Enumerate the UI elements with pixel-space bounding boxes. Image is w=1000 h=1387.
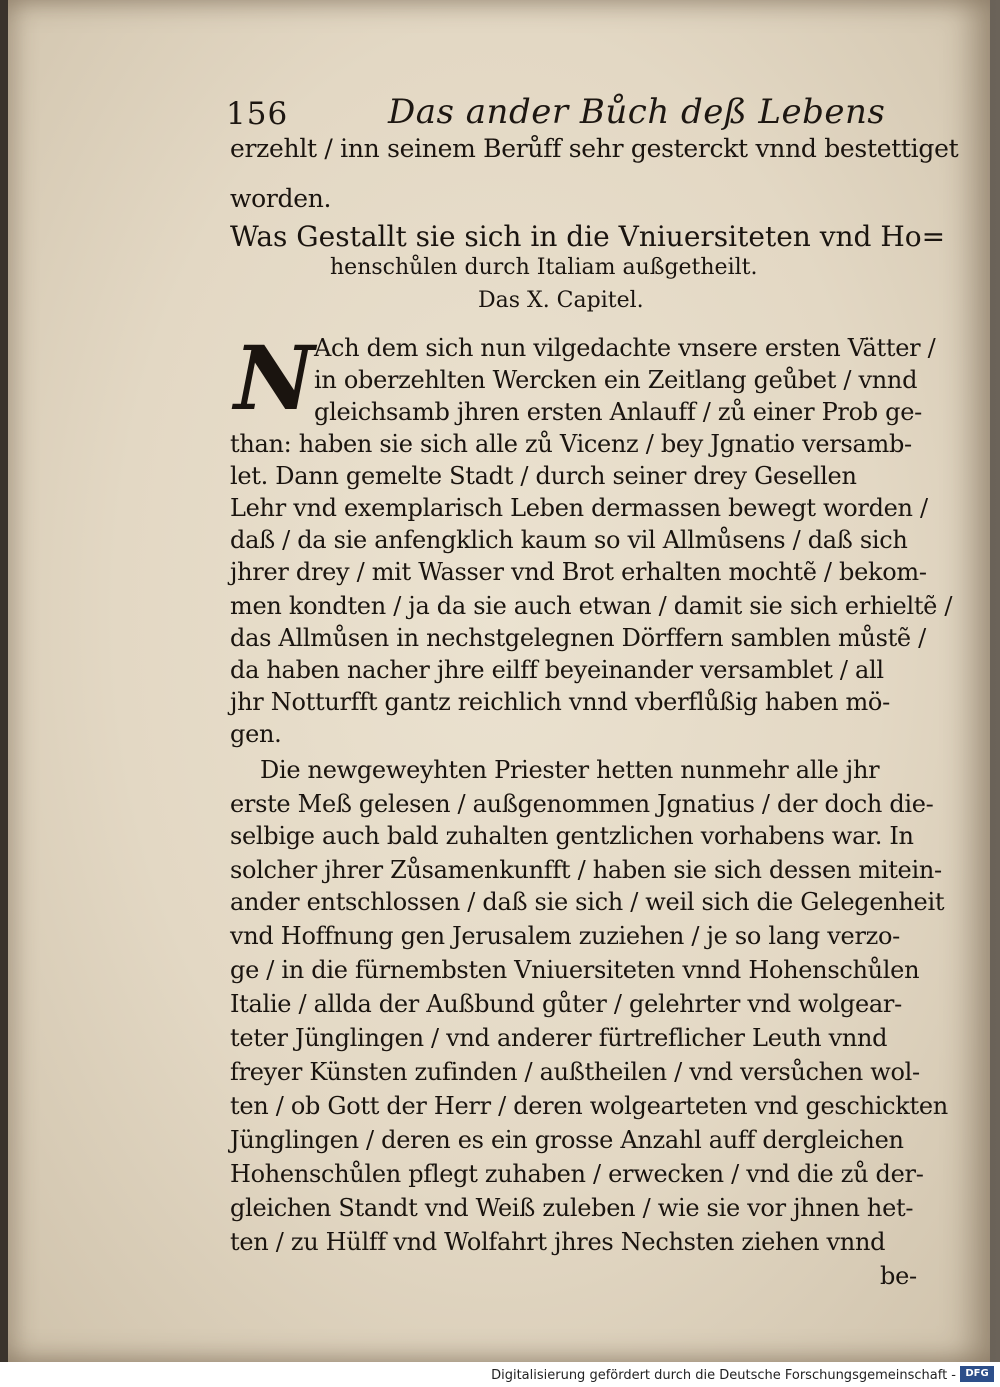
- paragraph-line: than: haben sie sich alle zů Vicenz / bey Jgnatio versamb-: [230, 430, 912, 458]
- paragraph-line: teter Jünglingen / vnd anderer fürtreflicher Leuth vnnd: [230, 1024, 888, 1052]
- intro-line: erzehlt / inn seinem Berůff sehr gesterckt vnnd bestettiget: [230, 134, 959, 163]
- paragraph-line: Jünglingen / deren es ein grosse Anzahl auff dergleichen: [230, 1126, 904, 1154]
- chapter-title: henschůlen durch Italiam außgetheilt.: [330, 255, 758, 280]
- paragraph-line: Ach dem sich nun vilgedachte vnsere ersten Vätter /: [314, 334, 936, 362]
- page-number: 156: [226, 96, 289, 132]
- chapter-title: Was Gestallt sie sich in die Vniuersiteten vnd Ho=: [230, 220, 946, 253]
- paragraph-line: gleichen Standt vnd Weiß zuleben / wie sie vor jhnen het-: [230, 1194, 914, 1222]
- paragraph-line: gleichsamb jhren ersten Anlauff / zů einer Prob ge-: [314, 398, 922, 426]
- book-page: [8, 0, 990, 1362]
- footer-bar: [0, 1362, 1000, 1387]
- drop-cap: N: [234, 326, 315, 430]
- paragraph-line: Die newgeweyhten Priester hetten nunmehr alle jhr: [260, 756, 880, 784]
- paragraph-line: jhrer drey / mit Wasser vnd Brot erhalten mochtẽ / bekom-: [230, 558, 927, 586]
- paragraph-line: ten / zu Hülff vnd Wolfahrt jhres Nechsten ziehen vnnd: [230, 1228, 886, 1256]
- dfg-logo: DFG: [960, 1366, 994, 1382]
- paragraph-line: da haben nacher jhre eilff beyeinander versamblet / all: [230, 656, 884, 684]
- funding-credit: Digitalisierung gefördert durch die Deutsche Forschungsgemeinschaft -: [491, 1368, 956, 1383]
- running-title: Das ander Bůch deß Lebens: [388, 92, 886, 132]
- paragraph-line: daß / da sie anfengklich kaum so vil Allmůsens / daß sich: [230, 526, 908, 554]
- paragraph-line: let. Dann gemelte Stadt / durch seiner drey Gesellen: [230, 462, 857, 490]
- paragraph-line: ten / ob Gott der Herr / deren wolgearteten vnd geschickten: [230, 1092, 948, 1120]
- paragraph-line: selbige auch bald zuhalten gentzlichen vorhabens war. In: [230, 822, 914, 850]
- paragraph-line: vnd Hoffnung gen Jerusalem zuziehen / je so lang verzo-: [230, 922, 900, 950]
- paragraph-line: das Allmůsen in nechstgelegnen Dörffern samblen můstẽ /: [230, 624, 926, 652]
- paragraph-line: Hohenschůlen pflegt zuhaben / erwecken / vnd die zů der-: [230, 1160, 924, 1188]
- paragraph-line: ander entschlossen / daß sie sich / weil sich die Gelegenheit: [230, 888, 945, 916]
- intro-line: worden.: [230, 184, 332, 213]
- catchword: be-: [880, 1262, 917, 1290]
- paragraph-line: solcher jhrer Zůsamenkunfft / haben sie sich dessen mitein-: [230, 856, 942, 884]
- paragraph-line: jhr Notturfft gantz reichlich vnnd vberflůßig haben mö-: [230, 688, 890, 716]
- paragraph-line: Italie / allda der Außbund gůter / gelehrter vnd wolgear-: [230, 990, 902, 1018]
- paragraph-line: ge / in die fürnembsten Vniuersiteten vnnd Hohenschůlen: [230, 956, 920, 984]
- paragraph-line: freyer Künsten zufinden / außtheilen / vnd versůchen wol-: [230, 1058, 920, 1086]
- chapter-label: Das X. Capitel.: [478, 288, 644, 313]
- paragraph-line: gen.: [230, 720, 282, 748]
- paragraph-line: erste Meß gelesen / außgenommen Jgnatius / der doch die-: [230, 790, 934, 818]
- paragraph-line: men kondten / ja da sie auch etwan / damit sie sich erhieltẽ /: [230, 592, 953, 620]
- paragraph-line: Lehr vnd exemplarisch Leben dermassen bewegt worden /: [230, 494, 928, 522]
- paragraph-line: in oberzehlten Wercken ein Zeitlang geůbet / vnnd: [314, 366, 918, 394]
